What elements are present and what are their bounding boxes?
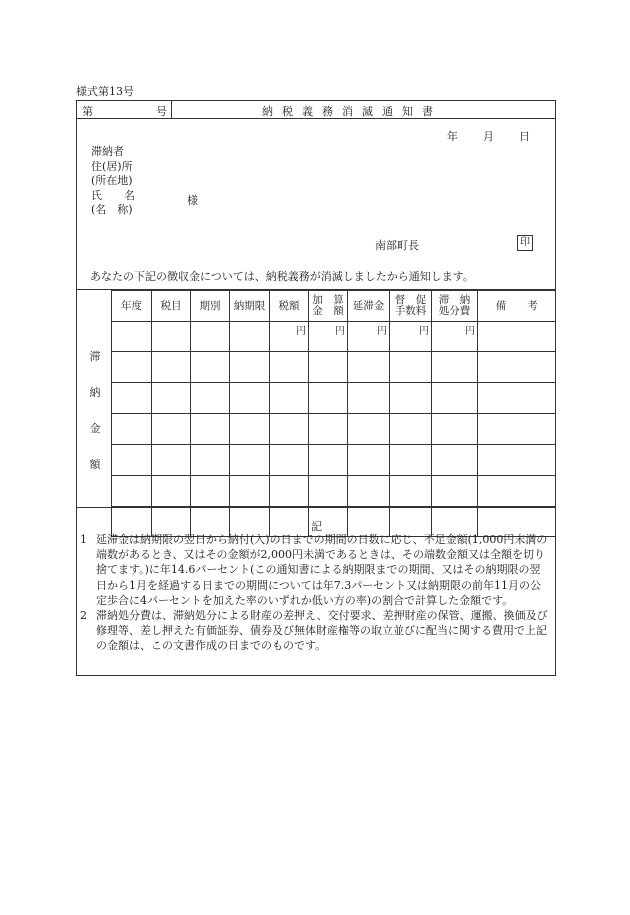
notice-text: あなたの下記の徴収金については、納税義務が消滅しましたから通知します。	[90, 270, 474, 283]
table-cell	[348, 445, 390, 476]
table-cell	[191, 383, 230, 414]
date-year: 年	[447, 130, 458, 143]
table-cell	[270, 383, 309, 414]
table-cell	[390, 383, 432, 414]
table-cell	[270, 352, 309, 383]
header-go: 号	[156, 105, 167, 118]
note-text: 滞納処分費は、滞納処分による財産の差押え、交付要求、差押財産の保管、運搬、換価及び修理等、差し押えた有価証券、債券及び無体財産権等の取立並びに配当に関する費用で上記の金額は、この文書作成の日までのものです。	[96, 609, 548, 653]
table-cell	[270, 414, 309, 445]
table-cell	[191, 445, 230, 476]
table-cell	[390, 445, 432, 476]
table-cell	[478, 352, 556, 383]
table-row	[112, 414, 556, 445]
recipient-honorific: 様	[187, 194, 198, 207]
col-header-fiscal-year: 年度	[112, 291, 152, 322]
table-cell	[230, 383, 270, 414]
amount-table	[111, 290, 556, 537]
date-month: 月	[483, 130, 494, 143]
side-char: 納	[89, 386, 101, 399]
table-row	[112, 322, 556, 352]
note-number: 1	[80, 533, 87, 546]
table-cell	[152, 383, 191, 414]
document-title: 納税義務消滅通知書	[262, 105, 442, 118]
recipient-name: 氏 名	[91, 188, 135, 202]
side-char: 額	[89, 458, 101, 471]
unit-yen: 円	[348, 322, 390, 352]
notes-top-rule	[77, 507, 555, 508]
recipient-block	[91, 145, 135, 218]
form-number: 様式第13号	[76, 85, 134, 98]
table-cell	[230, 322, 270, 352]
table-row	[112, 445, 556, 476]
table-header-row	[112, 291, 556, 322]
issuer-name: 南部町長	[375, 239, 419, 252]
table-cell	[152, 445, 191, 476]
table-cell	[432, 383, 478, 414]
table-cell	[152, 414, 191, 445]
table-row	[112, 476, 556, 507]
table-cell	[230, 476, 270, 507]
recipient-name-alt: (名 称)	[91, 203, 133, 216]
table-cell	[112, 476, 152, 507]
table-cell	[191, 352, 230, 383]
unit-yen: 円	[390, 322, 432, 352]
table-cell	[478, 445, 556, 476]
col-header-due-date: 納期限	[230, 291, 270, 322]
table-cell	[309, 476, 348, 507]
note-item	[80, 532, 550, 608]
table-cell	[112, 322, 152, 352]
table-cell	[270, 445, 309, 476]
table-cell	[432, 352, 478, 383]
col-header-disposition-cost: 滞 納 処分費	[432, 291, 478, 322]
notes-heading: 記	[311, 520, 322, 533]
table-cell	[432, 414, 478, 445]
table-cell	[152, 322, 191, 352]
recipient-address: 住(居)所	[91, 159, 133, 173]
header-dai: 第	[82, 105, 93, 118]
table-cell	[390, 414, 432, 445]
table-cell	[191, 322, 230, 352]
note-text: 延滞金は納期限の翌日から納付(入)の日までの期間の日数に応じ、不足金額(1,000円未満の端数があるとき、又はその金額が2,000円未満であるときは、その端数金額又は全額を切り捨てます。)に年14.6パーセント(この通知書による納期限までの期間、又はその納期限の翌日から1月を経過する日までの期間については年7.3パーセント又は納期限の前年11月の公定歩合に4パーセントを加えた率のいずれか低い方の率)の割合で計算した金額です。	[96, 533, 548, 607]
col-header-remarks: 備 考	[478, 291, 556, 322]
table-cell	[478, 383, 556, 414]
table-cell	[348, 476, 390, 507]
col-header-tax-item: 税目	[152, 291, 191, 322]
amount-side-label	[87, 339, 103, 483]
table-cell	[478, 476, 556, 507]
table-cell	[348, 383, 390, 414]
note-number: 2	[80, 609, 87, 623]
header-divider	[171, 101, 172, 118]
table-cell	[112, 445, 152, 476]
table-cell	[309, 383, 348, 414]
date-line	[447, 128, 530, 144]
col-header-period: 期別	[191, 291, 230, 322]
side-char: 滞	[89, 350, 101, 363]
table-cell	[309, 414, 348, 445]
recipient-label: 滞納者	[91, 145, 124, 158]
table-cell	[152, 352, 191, 383]
table-cell	[348, 352, 390, 383]
table-row	[112, 383, 556, 414]
date-day: 日	[519, 130, 530, 143]
table-cell	[191, 476, 230, 507]
unit-yen: 円	[432, 322, 478, 352]
table-cell	[270, 476, 309, 507]
note-item	[80, 608, 550, 654]
table-cell	[390, 476, 432, 507]
notes-list	[80, 532, 550, 654]
table-cell	[230, 414, 270, 445]
table-cell	[478, 414, 556, 445]
table-cell	[112, 352, 152, 383]
col-header-additional-amount: 加 算 金 額	[309, 291, 348, 322]
col-header-tax-amount: 税額	[270, 291, 309, 322]
table-cell	[152, 476, 191, 507]
seal-mark: 印	[517, 235, 533, 251]
table-cell	[348, 414, 390, 445]
table-cell	[191, 414, 230, 445]
table-cell	[478, 322, 556, 352]
col-header-demand-fee: 督 促 手数料	[390, 291, 432, 322]
table-cell	[309, 445, 348, 476]
table-cell	[112, 414, 152, 445]
table-cell	[390, 352, 432, 383]
unit-yen: 円	[309, 322, 348, 352]
table-row	[112, 352, 556, 383]
table-cell	[432, 476, 478, 507]
unit-yen: 円	[270, 322, 309, 352]
table-cell	[230, 445, 270, 476]
recipient-address-alt: (所在地)	[91, 174, 133, 187]
table-cell	[432, 445, 478, 476]
table-cell	[309, 352, 348, 383]
table-cell	[230, 352, 270, 383]
col-header-late-fee: 延滞金	[348, 291, 390, 322]
side-char: 金	[89, 422, 101, 435]
table-cell	[112, 383, 152, 414]
